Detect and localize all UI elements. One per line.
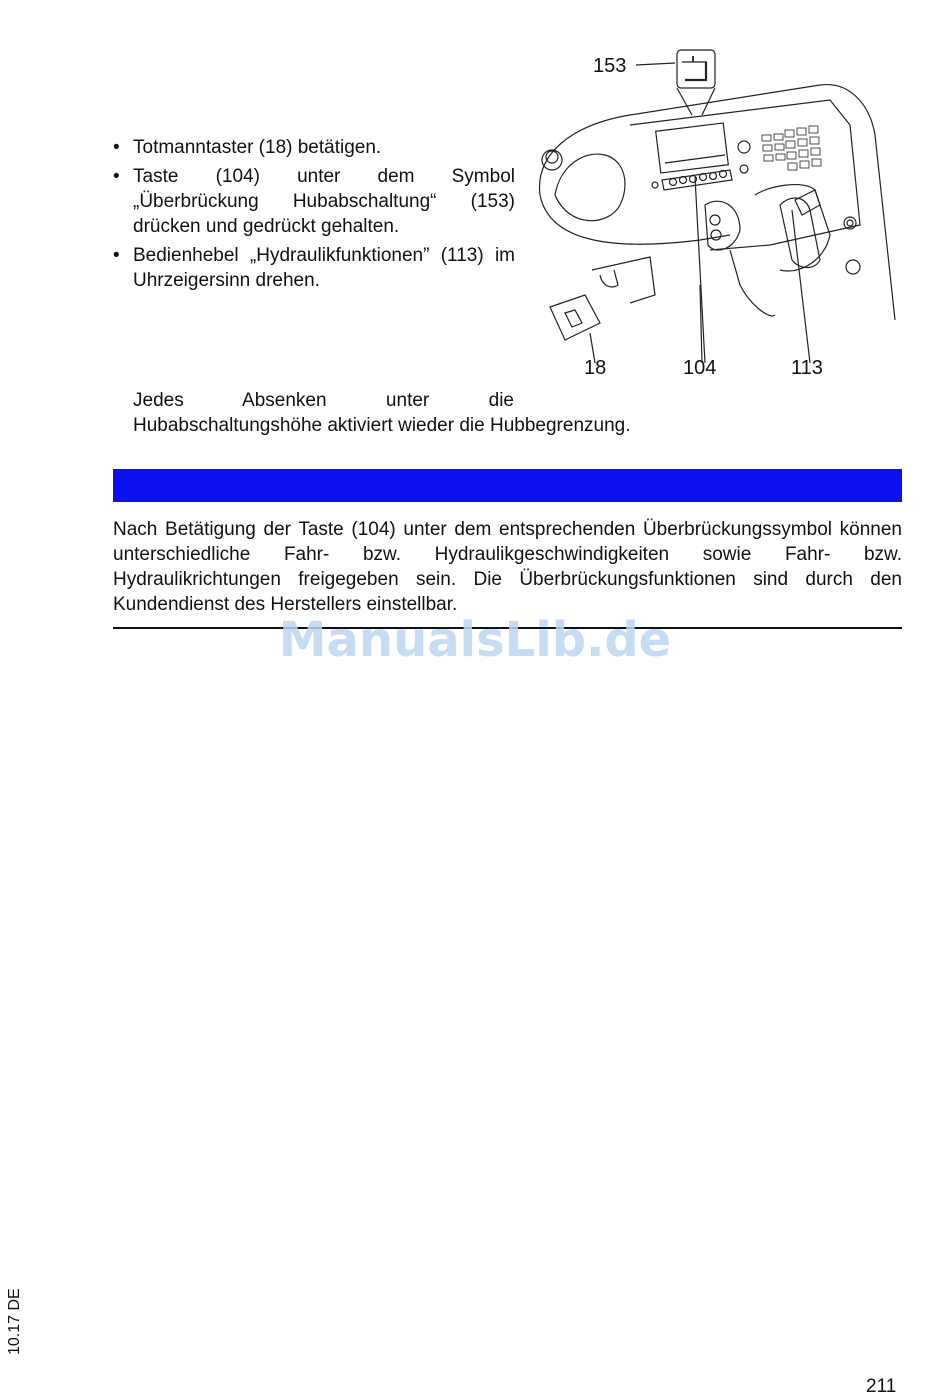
info-paragraph: Nach Betätigung der Taste (104) unter dem entsprechenden Überbrückungssymbol können unterschiedliche Fahr- bzw. Hydraulikgeschwindigkeiten sowie Fahr- bzw. Hydraulikrichtungen freigegeben sein. Die Überbrückungsfunktionen sind durch den Kundendienst des Herstellers einstellbar. xyxy=(113,519,902,615)
instruction-text: Bedienhebel „Hydraulikfunktionen” (113) im Uhrzeigersinn drehen. xyxy=(133,245,515,291)
instruction-list xyxy=(113,135,515,297)
bullet-marker: • xyxy=(113,166,120,187)
instruction-text: Taste (104) unter dem Symbol „Überbrückung Hubabschaltung“ (153) drücken und gedrückt gehalten. xyxy=(133,166,515,237)
watermark-logo: ManualsLib.de xyxy=(278,612,672,668)
callout-104: 104 xyxy=(683,357,717,379)
note-line-1: Jedes Absenken unter die xyxy=(133,390,514,411)
instruction-item xyxy=(113,164,515,239)
info-header-bar xyxy=(113,469,902,502)
instruction-item xyxy=(113,135,515,160)
note-block xyxy=(133,388,693,438)
instruction-text: Totmanntaster (18) betätigen. xyxy=(133,137,382,158)
callout-153: 153 xyxy=(593,55,627,77)
callout-18: 18 xyxy=(584,357,607,379)
edition-date: 10.17 DE xyxy=(6,1288,23,1355)
note-line-2: Hubabschaltungshöhe aktiviert wieder die Hubbegrenzung. xyxy=(133,415,631,436)
instruction-item xyxy=(113,243,515,293)
control-panel-figure xyxy=(530,45,910,390)
bullet-marker: • xyxy=(113,245,120,266)
bullet-marker: • xyxy=(113,137,120,158)
control-panel-drawing xyxy=(530,45,910,390)
callout-113: 113 xyxy=(791,357,823,379)
page-number: 211 xyxy=(866,1376,897,1397)
